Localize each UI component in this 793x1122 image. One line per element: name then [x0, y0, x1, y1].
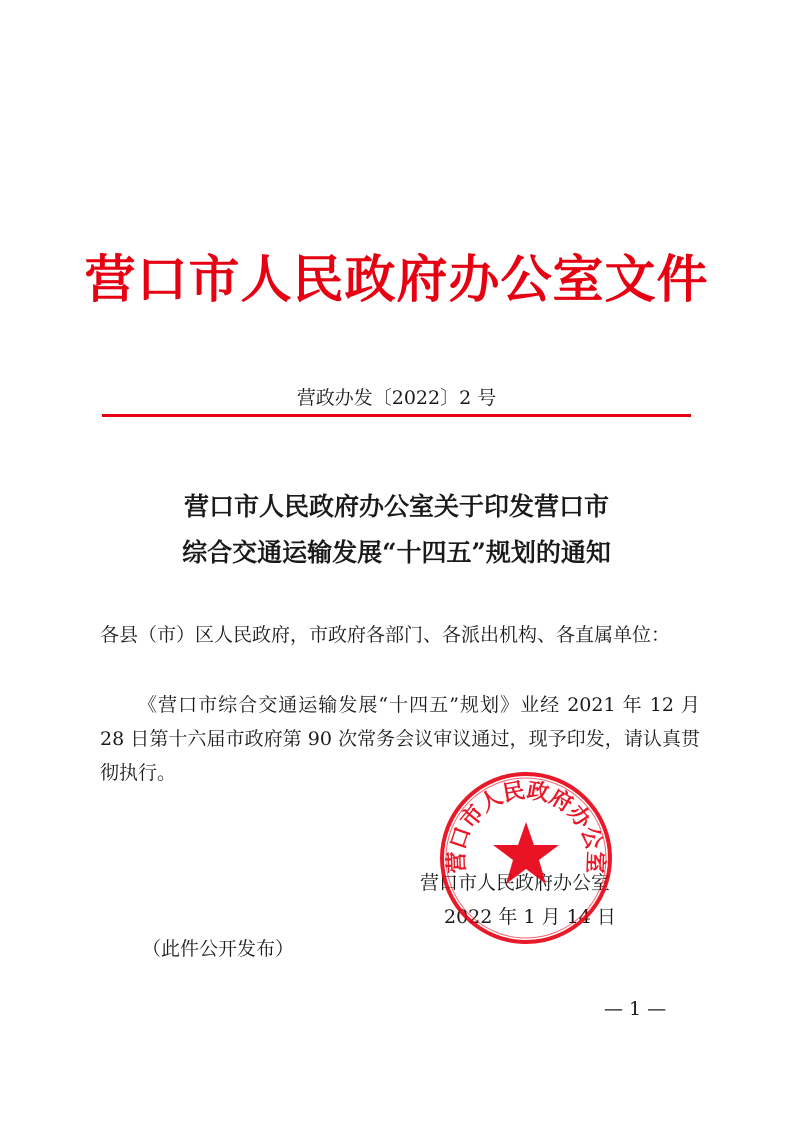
notice-title-line-2: 综合交通运输发展“十四五”规划的通知 [182, 538, 611, 567]
page-number: — 1 — [604, 998, 667, 1020]
salutation: 各县（市）区人民政府，市政府各部门、各派出机构、各直属单位： [100, 624, 671, 646]
public-disclosure-note: （此件公开发布） [142, 938, 295, 960]
seal-text: 营口市人民政府办公室 [443, 777, 609, 874]
signature-issuer: 营口市人民政府办公室 [420, 872, 611, 894]
document-number: 营政办发〔2022〕2 号 [296, 387, 497, 409]
document-issuer-header: 营口市人民政府办公室文件 [84, 250, 709, 310]
body-paragraph: 《营口市综合交通运输发展“十四五”规划》业经 2021 年 12 月 28 日第十六届市政府第 90 次常务会议审议通过，现予印发，请认真贯彻执行。 [100, 694, 700, 784]
notice-title-line-1: 营口市人民政府办公室关于印发营口市 [183, 492, 609, 521]
official-seal-icon [438, 770, 614, 946]
red-divider [102, 414, 691, 417]
signature-date: 2022 年 1 月 14 日 [444, 906, 616, 928]
